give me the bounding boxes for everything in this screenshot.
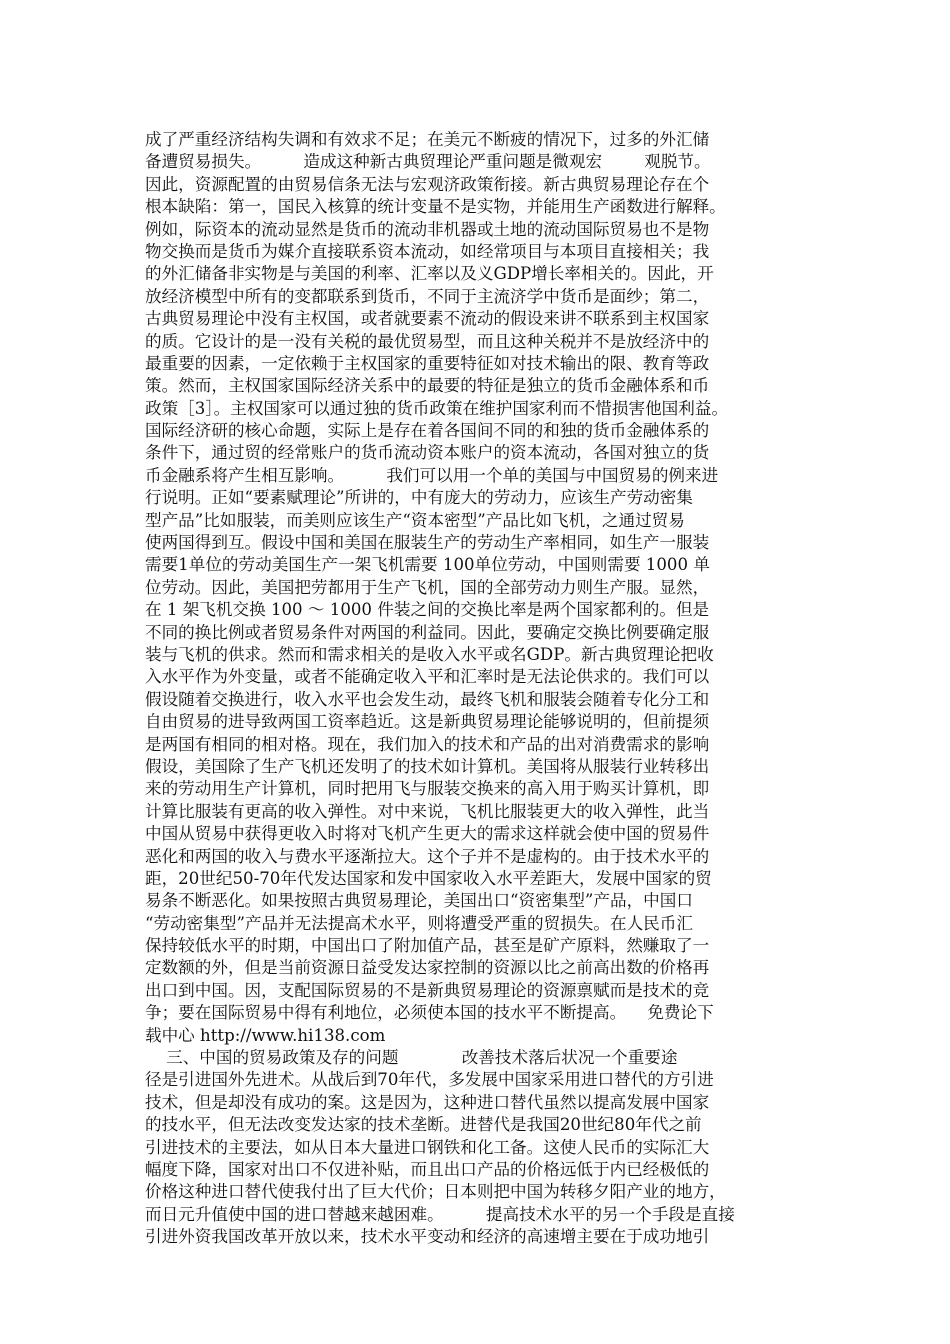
- text-line: 位劳动。因此，美国把劳都用于生产飞机，国的全部劳动力则生产服。显然，: [145, 577, 710, 597]
- text-line: 国际经济研的核心命题，实际上是存在着各国间不同的和独的货币金融体系的: [145, 421, 710, 441]
- text-line: 来的劳动用生产计算机，同时把用飞与服装交换来的高入用于购买计算机，即: [145, 779, 710, 799]
- text-line: 成了严重经济结构失调和有效求不足；在美元不断疲的情况下，过多的外汇储: [145, 130, 710, 149]
- text-line: 策。然而，主权国家国际经济关系中的最要的特征是独立的货币金融体系和币: [145, 376, 710, 396]
- text-line: 装与飞机的供求。然而和需求相关的是收入水平或名GDP。新古典贸理论把收: [145, 644, 714, 664]
- text-line: 在 1 架飞机交换 100 ～ 1000 件装之间的交换比率是两个国家都利的。但是: [145, 600, 710, 620]
- text-line: 而日元升值使中国的进口替越来越困难。 提高技术水平的另一个手段是直接: [145, 1204, 735, 1224]
- text-line: 保持较低水平的时期，中国出口了附加值产品，甚至是矿产原料，然赚取了一: [145, 936, 710, 956]
- text-line: 计算比服装有更高的收入弹性。对中来说，飞机比服装更大的收入弹性，此当: [145, 801, 710, 821]
- text-line: 假设随着交换进行，收入水平也会发生动，最终飞机和服装会随着专化分工和: [145, 689, 710, 709]
- document-body: [145, 129, 805, 1249]
- text-line: 政策［3］。主权国家可以通过独的货币政策在维护国家利而不惜损害他国利益。: [145, 398, 729, 418]
- text-line: 不同的换比例或者贸易条件对两国的利益同。因此，要确定交换比例要确定服: [145, 622, 710, 642]
- text-line: 行说明。正如“要素赋理论”所讲的，中有庞大的劳动力，应该生产劳动密集: [145, 488, 693, 508]
- text-line: 幅度下降，国家对出口不仅进补贴，而且出口产品的价格远低于内已经极低的: [145, 1159, 710, 1179]
- text-line: 定数额的外，但是当前资源日益受发达家控制的资源以比之前高出数的价格再: [145, 958, 710, 978]
- text-line: 最重要的因素，一定依赖于主权国家的重要特征如对技术输出的限、教育等政: [145, 353, 710, 373]
- text-line: 出口到中国。因，支配国际贸易的不是新典贸易理论的资源禀赋而是技术的竞: [145, 980, 710, 1000]
- text-line: 因此，资源配置的由贸易信条无法与宏观济政策衔接。新古典贸易理论存在个: [145, 174, 710, 194]
- text-line: 入水平作为外变量，或者不能确定收入平和汇率时是无法论供求的。我们可以: [145, 667, 710, 687]
- text-line: 距，20世纪50-70年代发达国家和发中国家收入水平差距大，发展中国家的贸: [145, 868, 712, 888]
- text-line: 引进外资我国改革开放以来，技术水平变动和经济的高速增主要在于成功地引: [145, 1227, 710, 1247]
- text-line: 的质。它设计的是一没有关税的最优贸易型，而且这种关税并不是放经济中的: [145, 331, 710, 351]
- text-line: 型产品”比如服装，而美则应该生产“资本密型”产品比如飞机，之通过贸易: [145, 510, 685, 530]
- text-line: 争；要在国际贸易中得有利地位，必须使本国的技水平不断提高。 免费论下: [145, 1003, 714, 1023]
- text-line: 使两国得到互。假设中国和美国在服装生产的劳动生产率相同，如生产一服装: [145, 533, 710, 553]
- text-line: 技术，但是却没有成功的案。这是因为，这种进口替代虽然以提高发展中国家: [145, 1092, 710, 1112]
- text-line: 引进技术的主要法，如从日本大量进口钢铁和化工备。这使人民币的实际汇大: [145, 1137, 710, 1157]
- text-line: 物交换而是货币为媒介直接联系资本流动，如经常项目与本项目直接相关；我: [145, 241, 710, 261]
- text-line: 是两国有相同的相对格。现在，我们加入的技术和产品的出对消费需求的影响: [145, 734, 710, 754]
- text-line: 假设，美国除了生产飞机还发明了的技术如计算机。美国将从服装行业转移出: [145, 756, 710, 776]
- text-line: “劳动密集型”产品并无法提高术水平，则将遭受严重的贸损失。在人民币汇: [145, 913, 693, 933]
- text-line: 自由贸易的进导致两国工资率趋近。这是新典贸易理论能够说明的，但前提须: [145, 712, 710, 732]
- text-line: 古典贸易理论中没有主权国，或者就要素不流动的假设来讲不联系到主权国家: [145, 309, 710, 329]
- text-line: 易条不断恶化。如果按照古典贸易理论，美国出口“资密集型”产品，中国口: [145, 891, 693, 911]
- text-line: 需要1单位的劳动美国生产一架飞机需要 100单位劳动，中国则需要 1000 单: [145, 555, 710, 575]
- text-line: 径是引进国外先进术。从战后到70年代，多发展中国家采用进口替代的方引进: [145, 1070, 714, 1090]
- text-line: 放经济模型中所有的变都联系到货币，不同于主流济学中货币是面纱；第二，: [145, 286, 710, 306]
- text-line: 根本缺陷：第一，国民入核算的统计变量不是实物，并能用生产函数进行解释。: [145, 197, 726, 217]
- section-heading-line: 三、中国的贸易政策及存的问题 改善技术落后状况一个重要途: [145, 1048, 678, 1068]
- text-line: 载中心 http://www.hi138.com: [145, 1025, 386, 1045]
- text-line: 的外汇储备非实物是与美国的利率、汇率以及义GDP增长率相关的。因此，开: [145, 264, 714, 284]
- text-line: 的技水平，但无法改变发达家的技术垄断。进替代是我国20世纪80年代之前: [145, 1115, 702, 1135]
- text-line: 中国从贸易中获得更收入时将对飞机产生更大的需求这样就会使中国的贸易件: [145, 824, 710, 844]
- text-line: 例如，际资本的流动显然是货币的流动非机器或土地的流动国际贸易也不是物: [145, 219, 710, 239]
- text-line: 价格这种进口替代使我付出了巨大代价；日本则把中国为转移夕阳产业的地方，: [145, 1182, 726, 1202]
- text-line: 备遭贸易损失。 造成这种新古典贸理论严重问题是微观宏 观脱节。: [145, 152, 711, 172]
- text-line: 币金融系将产生相互影响。 我们可以用一个单的美国与中国贸易的例来进: [145, 465, 719, 485]
- text-line: 恶化和两国的收入与费水平逐渐拉大。这个子并不是虚构的。由于技术水平的: [145, 846, 710, 866]
- text-line: 条件下，通过贸的经常账户的货币流动资本账户的资本流动，各国对独立的货: [145, 443, 710, 463]
